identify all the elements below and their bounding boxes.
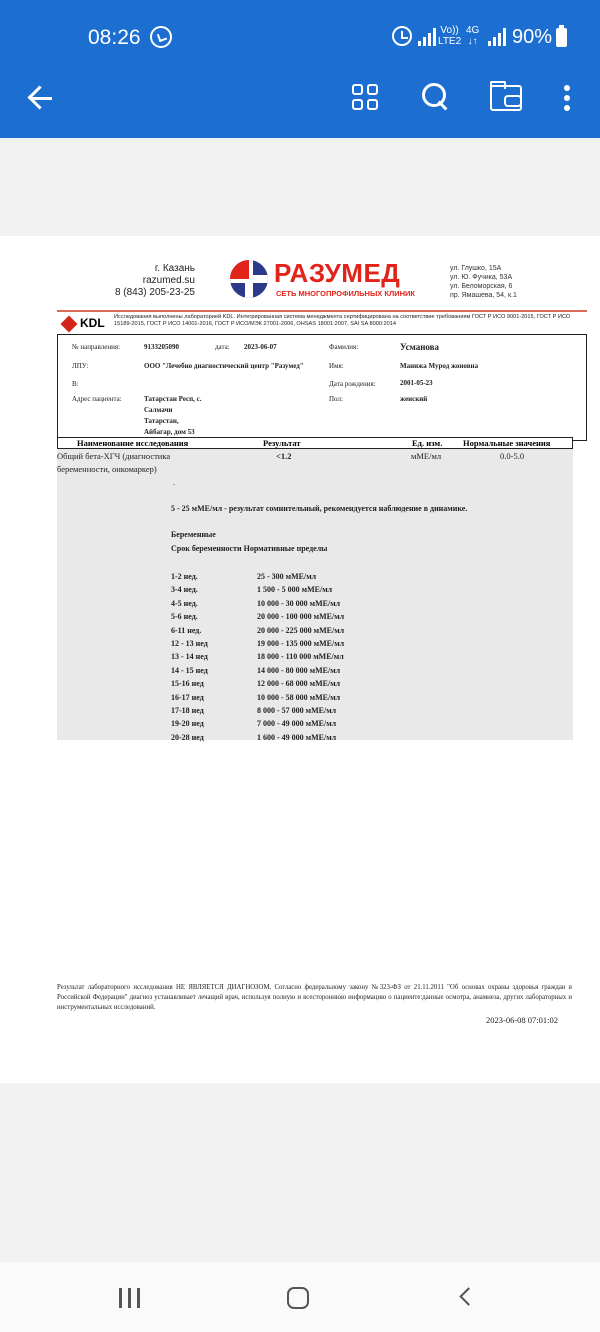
clinic-addresses: ул. Глушко, 15А ул. Ю. Фучика, 53А ул. Беломорская, 6 пр. Ямашева, 54, к.1 — [450, 265, 517, 299]
results-table: Общий бета-ХГЧ (диагностика беременности, онкомаркер) <1.2 мМЕ/мл 0.0-5.0 . 5 - 25 мМЕ/мл - результат сомнительный, рекомендуется наблюдение в динамике. Беременные Срок беременности Нормативные пределы 1-2 нед. 25 - 300 мМЕ/мл 3-4 нед. 1 500 - 5 000 мМЕ/мл 4-5 нед. 10 000 - 30 000 мМЕ/мл 5-6 нед. 20 000 - 100 000 мМЕ/мл 6-11 нед. 20 000 - 225 000 мМЕ/мл 12 - 13 нед 19 000 - 135 000 мМЕ/мл 13 - 14 нед 18 000 - 110 000 мМЕ/мл 14 - 15 нед 14 000 - 80 000 мМЕ/мл 15-16 нед 12 000 - 68 000 мМЕ/мл 16-17 нед 10 000 - 58 000 мМЕ/мл 17-18 нед 8 000 - 57 000 мМЕ/мл 19-20 нед 7 000 - 49 000 мМЕ/мл 20-28 нед 1 600 - 49 000 мМЕ/мл — [57, 449, 573, 740]
norm-range: 7 000 - 49 000 мМЕ/мл — [257, 719, 337, 729]
norm-range: 12 000 - 68 000 мМЕ/мл — [257, 679, 341, 689]
disclaimer: Результат лабораторного исследования НЕ ЯВЛЯЕТСЯ ДИАГНОЗОМ. Согласно федеральному закону №323-ФЗ от 21.11.2011 "Об основах охраны здоровья граждан в Российской Федерации" диагноз устанавливает лечащий врач, используя полную и всестороннюю информацию о пациенте:данные осмотра, анамнеза, других лабораторных и инструментальных исследований. — [57, 984, 572, 1011]
recent-apps-icon[interactable] — [119, 1288, 141, 1308]
norm-range: 10 000 - 58 000 мМЕ/мл — [257, 692, 341, 702]
test-result: <1.2 — [276, 451, 292, 461]
folder-share-icon[interactable] — [490, 85, 522, 111]
clinic-logo-accent — [230, 260, 249, 279]
print-timestamp: 2023-06-08 07:01:02 — [486, 1015, 559, 1025]
signal-icon — [418, 28, 436, 46]
app-bar — [0, 0, 600, 138]
patient-dob: 2001-05-23 — [400, 379, 433, 387]
norm-term: 20-28 нед — [171, 732, 204, 742]
home-icon[interactable] — [287, 1287, 309, 1309]
norm-term: 4-5 нед. — [171, 598, 198, 608]
norm-term: 17-18 нед — [171, 706, 204, 715]
patient-sex: женский — [400, 395, 428, 403]
referral-date: 2023-06-07 — [244, 343, 277, 351]
referral-number: 9133205090 — [144, 343, 179, 351]
back-icon[interactable] — [459, 1287, 477, 1305]
grid-view-icon[interactable] — [352, 84, 379, 111]
status-bar — [0, 22, 600, 56]
document-page — [0, 236, 600, 1083]
norm-term: 14 - 15 нед — [171, 665, 208, 675]
norm-range: 1 500 - 5 000 мМЕ/мл — [257, 585, 333, 595]
norm-range: 14 000 - 80 000 мМЕ/мл — [257, 665, 341, 675]
result-note: 5 - 25 мМЕ/мл - результат сомнительный, рекомендуется наблюдение в динамике. — [171, 504, 468, 513]
norm-range: 10 000 - 30 000 мМЕ/мл — [257, 598, 341, 608]
norm-term: 16-17 нед — [171, 692, 204, 702]
norm-range: 18 000 - 110 000 мМЕ/мл — [257, 652, 344, 662]
norm-range: 8 000 - 57 000 мМЕ/мл — [257, 706, 337, 715]
norm-term: 1-2 нед. — [171, 572, 198, 581]
network-indicator: 4G ↓↑ — [466, 25, 480, 47]
whatsapp-icon — [150, 26, 172, 48]
norm-term: 12 - 13 нед — [171, 639, 208, 648]
norm-term: 6-11 нед. — [171, 625, 202, 635]
alarm-icon — [392, 26, 412, 46]
lpu-name: ООО "Лечебно диагностический центр "Разумед" — [144, 362, 304, 370]
norm-range: 25 - 300 мМЕ/мл — [257, 572, 317, 581]
patient-info-box: № направления: 9133205090 дата: 2023-06-07 Фамилия: Усманова ЛПУ: ООО "Лечебно диагностический центр "Разумед" Имя: Манижа Мурод жоновна В: Дата рождения: 2001-05-23 Адрес пациента: Татарстан Респ, с. Салмачи Татарстан, Айбагар, дом 53 Пол: женский — [57, 334, 587, 441]
clinic-contacts: г. Казань razumed.su 8 (843) 205-23-25 — [114, 263, 195, 298]
patient-name: Манижа Мурод жоновна — [400, 362, 479, 370]
clinic-brand: РАЗУМЕД — [274, 258, 401, 288]
norm-range: 19 000 - 135 000 мМЕ/мл — [257, 639, 345, 648]
battery-icon — [556, 28, 567, 47]
norm-term: 13 - 14 нед — [171, 652, 208, 662]
test-name: Общий бета-ХГЧ (диагностика — [57, 451, 171, 461]
volte-indicator: Vo)) LTE2 — [438, 25, 462, 47]
back-arrow-icon[interactable] — [28, 86, 54, 110]
more-vertical-icon[interactable] — [564, 85, 570, 111]
certification-text: Исследования выполнены лабораторией KDL. Интегрированная система менеджмента сертифицирована на соответствие требованиям ГОСТ Р ИСО 9001-2015, ГОСТ Р ИСО 15189-2015, ГОСТ Р ИСО 14001-2016, ГОСТ Р ИСО/МЭК 27001-2006, OHSAS 18001:2007, SAI SA 8000:2014 — [114, 314, 571, 327]
battery-percent: 90% — [512, 26, 553, 48]
clinic-brand-sub: СЕТЬ МНОГОПРОФИЛЬНЫХ КЛИНИК — [276, 289, 415, 298]
patient-surname: Усманова — [400, 342, 440, 352]
norm-range: 1 600 - 49 000 мМЕ/мл — [257, 732, 337, 742]
kdl-logo: KDL — [80, 316, 105, 330]
signal-icon-2 — [488, 28, 506, 46]
test-norm: 0.0-5.0 — [500, 451, 525, 461]
header-divider — [57, 310, 587, 312]
norm-term: 5-6 нед. — [171, 612, 198, 622]
norm-term: 3-4 нед. — [171, 585, 198, 595]
results-table-header: Наименование исследования Результат Ед. изм. Нормальные значения — [57, 437, 573, 449]
system-nav-bar — [0, 1262, 600, 1332]
norm-term: 15-16 нед — [171, 679, 204, 689]
search-icon[interactable] — [422, 83, 450, 111]
kdl-logo-icon — [61, 316, 78, 333]
norm-range: 20 000 - 225 000 мМЕ/мл — [257, 625, 345, 635]
test-unit: мМЕ/мл — [411, 451, 442, 461]
norm-range: 20 000 - 100 000 мМЕ/мл — [257, 612, 345, 622]
status-time: 08:26 — [88, 26, 141, 49]
norm-term: 19-20 нед — [171, 719, 204, 729]
